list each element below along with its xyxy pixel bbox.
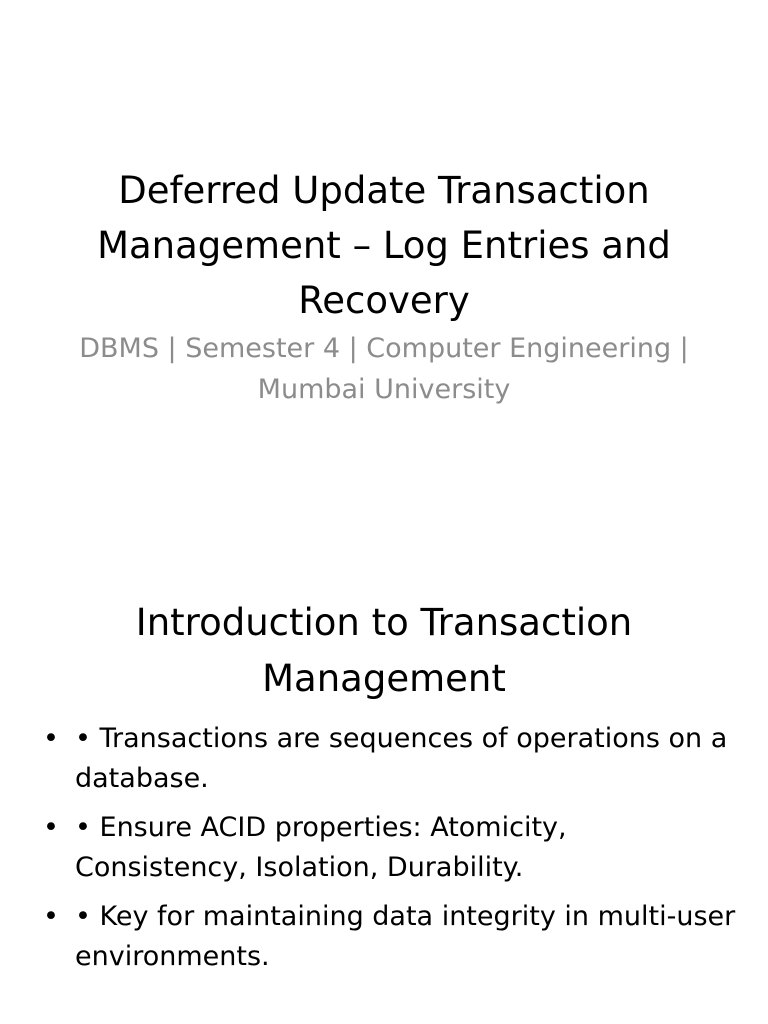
slide-title: Introduction to Transaction Management [135,601,633,700]
bullet-item: • • Transactions are sequences of operations on a database. [40,719,740,799]
presentation-title: Deferred Update Transaction Management – Log Entries and Recovery [97,169,671,322]
content-slide [0,512,768,1024]
bullet-list [40,719,740,986]
presentation-subtitle: DBMS | Semester 4 | Computer Engineering | Mumbai University [79,333,689,405]
title-block [60,163,708,410]
bullet-item: • • Ensure ACID properties: Atomicity, Consistency, Isolation, Durability. [40,808,740,888]
bullet-item: • • Key for maintaining data integrity in multi-user environments. [40,897,740,977]
